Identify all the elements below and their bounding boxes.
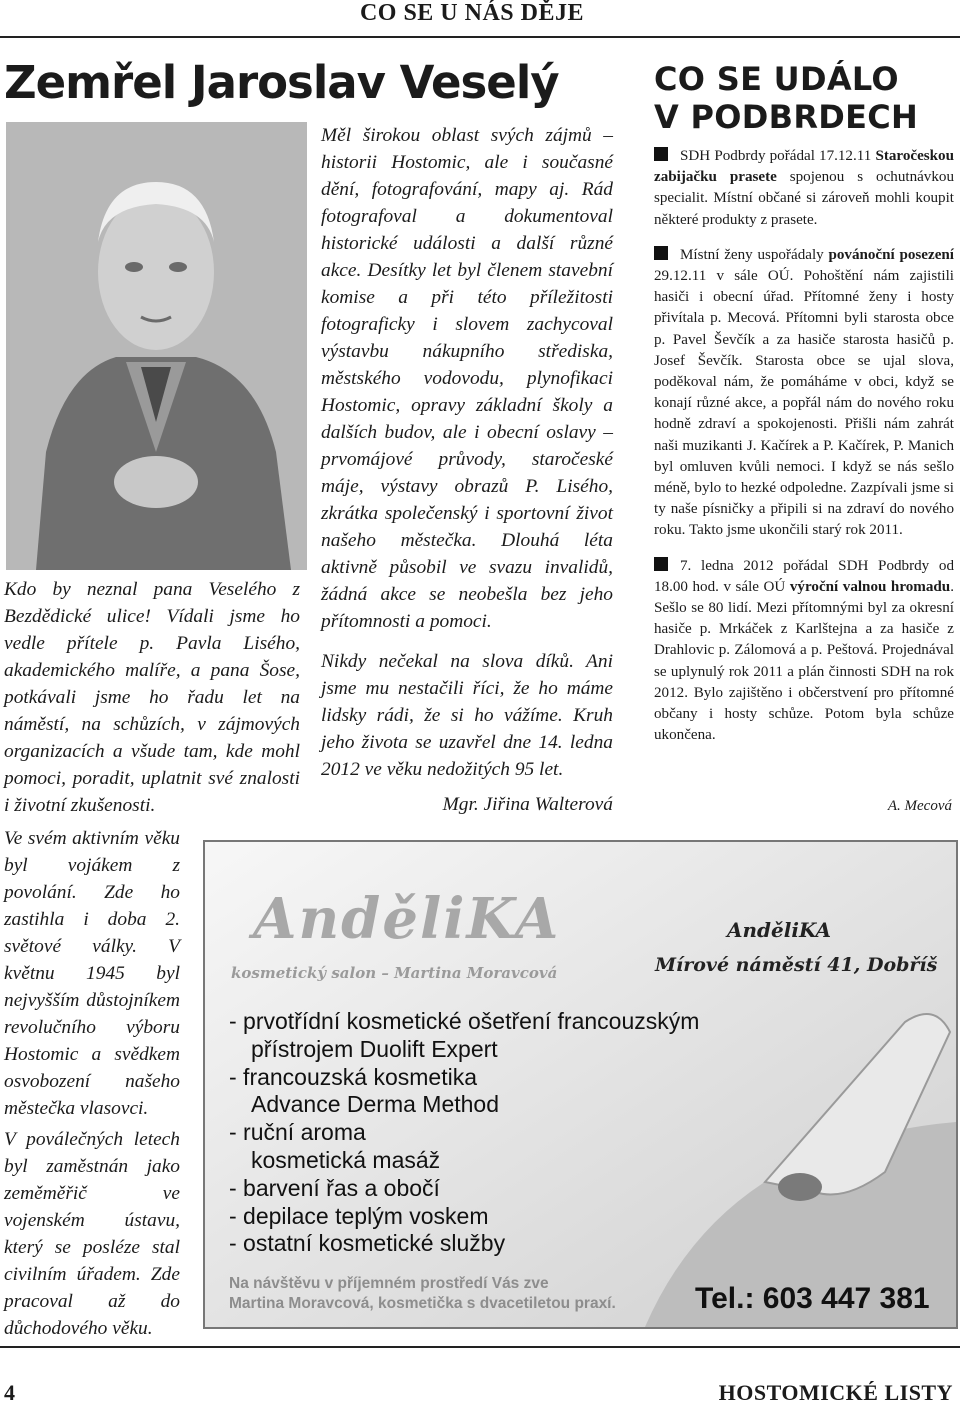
ad-service-line: Advance Derma Method [251, 1091, 500, 1118]
news-item2-bold: povánoční posezení [828, 246, 954, 263]
ad-address: Mírové náměstí 41, Dobříš [655, 954, 938, 976]
ad-service-line: - depilace teplým voskem [229, 1202, 489, 1229]
footer-rule [0, 1346, 960, 1348]
ad-subtitle: kosmetický salon – Martina Moravcová [231, 964, 558, 982]
news-item [654, 245, 954, 542]
ad-invite-line2: Martina Moravcová, kosmetička s dvacetiletou praxí. [229, 1295, 616, 1312]
header-rule [0, 36, 960, 38]
page-number: 4 [4, 1380, 15, 1405]
ad-logo: AnděliKA [253, 886, 561, 952]
bullet-square-icon [654, 246, 668, 260]
news-item3-pre: 7. ledna 2012 pořádal SDH Podbrdy od 18.00 hod. v sále OÚ [654, 557, 954, 595]
ad-service-line: - prvotřídní kosmetické ošetření francouzským [229, 1008, 700, 1034]
ad-invite [229, 1274, 616, 1314]
sidebar-heading-line2: V PODBRDECH [654, 98, 919, 136]
news-item1-pre: SDH Podbrdy pořádal 17.12.11 [680, 148, 872, 164]
bullet-square-icon [654, 557, 668, 571]
news-item [654, 556, 954, 747]
ad-service-line: - ruční aroma [229, 1119, 366, 1146]
article-author: Mgr. Jiřina Walterová [442, 794, 613, 815]
news-item1-bold: Staročeskou zabijačku prasete [654, 148, 954, 186]
article-col2-para1: Měl širokou oblast svých zájmů – historii Hostomic, ale i současné dění, fotografování, mapy aj. Rád fotografoval a dokumentoval historické události a další různé akce. Desítky let byl členem stavební komise a při této příležitosti fotograficky i slovem zachycoval výstavbu nákupního střediska, městského vodovodu, plynofikaci Hostomic, opravy základní školy a dalších budov, ale i obecní oslavy – prvomájové průvody, staročeské máje, výstavy obrazů P. Lisého, zkrátka společenský i sportovní život našeho městečka. Dlouhá léta aktivně působil ve svazu invalidů, žádná akce se neobešla bez jeho přítomnosti a pomoci. [321, 125, 613, 632]
ad-small-logo: AnděliKA [727, 918, 832, 942]
news-item3-post: . Sešlo se 80 lidí. Mezi přítomnými byl za okresní hasiče p. Mrkáček z Karlštejna a za hasiče z Drahlovic p. Zálomová a p. Peštová. Projednával se uplynulý rok 2011 a plán činnosti SDH na rok 2012. Bylo zajištěno i občerstvení pro přítomné občany i hosty schůze. Potom byla schůze ukončena. [654, 578, 954, 744]
article-col1-para2: Ve svém aktivním věku byl vojákem z povolání. Zde ho zastihla i doba 2. světové války. V květnu 1945 byl nejvyšším důstojníkem revolučního výboru Hostomic a svědkem osvobození našeho městečka vlasovci. [4, 828, 180, 1119]
news-item2-post: 29.12.11 v sále OÚ. Pohoštění nám zajistili hasiči i obecní úřad. Přítomné ženy i hosty přivítala p. Mecová. Přítomni byli starosta obce p. Pavel Ševčík a za hasiče starosta hasičů p. Josef Ševčík. Starosta obce se ujal slova, poděkoval nám, že pomáháme v obci, když se konají různé akce, a popřál nám do nového roku hodně zdraví a spokojenosti. Přišli nám zahrát naši muzikanti J. Kačírek a P. Kačírek, P. Manich byl omluven kvůli nemoci. I když se nás sešlo méně, bylo to hezké odpoledne. Zazpívali jsme si ty naše písničky a připili si na zdraví do nového roku. Takto jsme ukončili starý rok 2011. [654, 268, 954, 539]
portrait-illustration [6, 122, 307, 570]
ad-service-line: kosmetická masáž [251, 1146, 441, 1173]
ad-invite-line1: Na návštěvu v příjemném prostředí Vás zve [229, 1275, 549, 1292]
portrait-photo [6, 122, 307, 570]
ad-service-line: přístrojem Duolift Expert [251, 1035, 498, 1062]
ad-service-line: - ostatní kosmetické služby [229, 1230, 506, 1257]
sidebar-signature: A. Mecová [887, 798, 952, 814]
ad-phone: Tel.: 603 447 381 [695, 1282, 930, 1315]
publication-name: HOSTOMICKÉ LISTY [718, 1380, 953, 1405]
bullet-square-icon [654, 147, 668, 161]
advertisement [203, 840, 958, 1329]
article-col1-para3: V poválečných letech byl zaměstnán jako zeměměřič ve vojenském ústavu, který se posléze stal civilním úřadem. Zde pracoval až do důchodového věku. [4, 1129, 180, 1339]
sidebar-news [654, 146, 954, 746]
news-item2-pre: Místní ženy uspořádaly [680, 246, 829, 263]
ad-service-line: - barvení řas a obočí [229, 1174, 440, 1201]
ad-services [229, 1008, 699, 1258]
article-title: Zemřel Jaroslav Veselý [4, 56, 559, 109]
article-col2-para2: Nikdy nečekal na slova díků. Ani jsme mu nestačili říci, že ho máme lidsky rádi, že si ho vážíme. Kruh jeho života se uzavřel dne 14. ledna 2012 ve věku nedožitých 95 let. [321, 651, 613, 780]
section-header: CO SE U NÁS DĚJE [359, 0, 584, 26]
article-col1-para1: Kdo by neznal pana Veselého z Bezdědické ulice! Vídali jsme ho vedle přítele p. Pavla Lisého, akademického malíře, a pana Šose, potkávali jsme ho řadu let na náměstí, na schůzích, v zájmových organizacích a všude tam, kde mohl pomoci, poradit, uplatnit své znalosti i životní zkušenosti. [4, 579, 300, 816]
ad-service-line: - francouzská kosmetika [229, 1063, 477, 1090]
news-item1-post: spojenou s ochutnávkou specialit. Místní občané si zároveň mohli koupit některé produkty z prasete. [654, 169, 954, 228]
sidebar-heading [654, 60, 918, 136]
news-item [654, 146, 954, 231]
news-item3-bold: výroční valnou hromadu [789, 578, 951, 595]
sidebar-heading-line1: CO SE UDÁLO [654, 60, 899, 98]
